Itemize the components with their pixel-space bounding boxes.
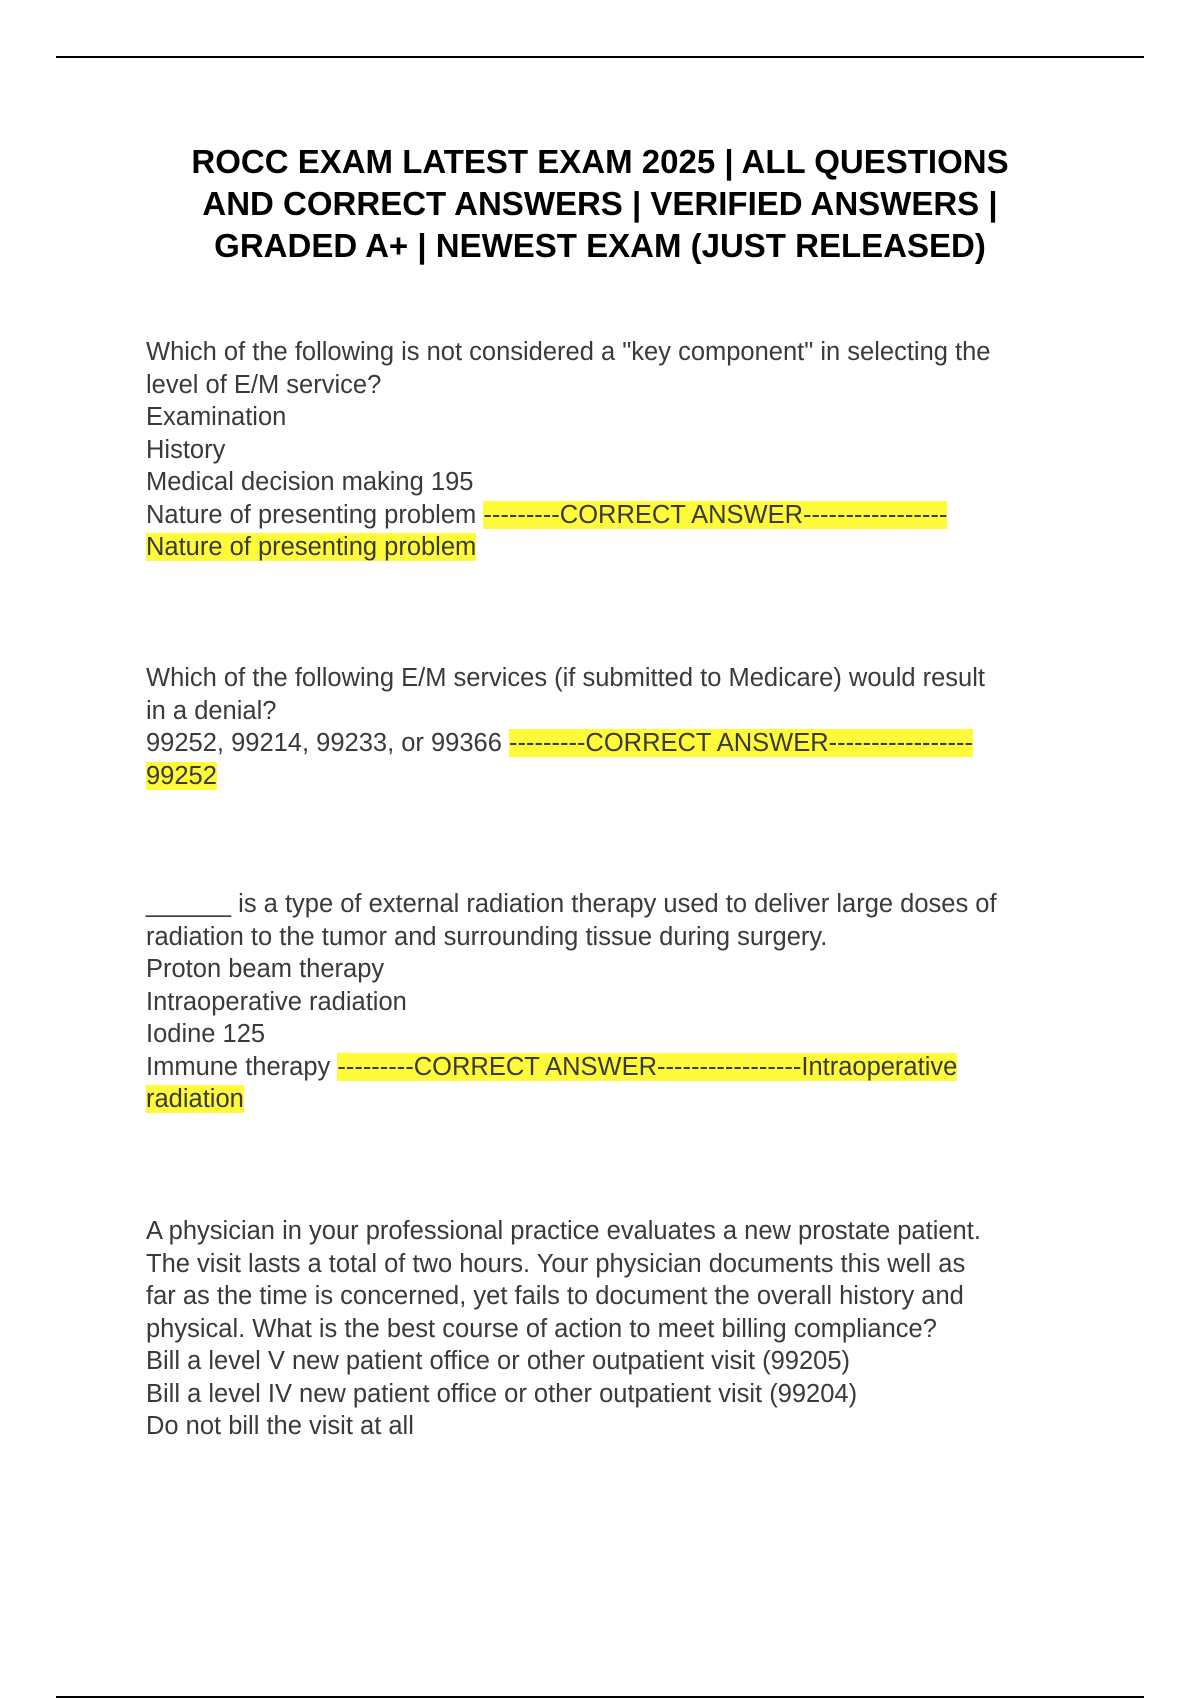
answer-option: Bill a level V new patient office or other outpatient visit (99205): [146, 1347, 851, 1375]
question-text: A physician in your professional practice evaluates a new prostate patient.: [146, 1217, 981, 1245]
correct-answer: Intraoperative: [801, 1052, 958, 1081]
answer-line: [146, 727, 1106, 760]
top-rule: [56, 56, 1144, 58]
correct-answer-marker: ---------CORRECT ANSWER-----------------: [337, 1052, 802, 1081]
title-line: GRADED A+ | NEWEST EXAM (JUST RELEASED): [214, 227, 986, 264]
correct-answer-marker: ---------CORRECT ANSWER-----------------: [483, 500, 948, 529]
question-text: in a denial?: [146, 696, 277, 725]
question-text: The visit lasts a total of two hours. Your physician documents this well as: [146, 1249, 966, 1278]
answer-option: Bill a level IV new patient office or other outpatient visit (99204): [146, 1379, 858, 1408]
question-text: Which of the following E/M services (if submitted to Medicare) would result: [146, 664, 985, 692]
answer-option: Examination: [146, 403, 287, 431]
question-text: Which of the following is not considered a "key component" in selecting the: [146, 338, 991, 366]
answer-option: Do not bill the visit at all: [146, 1412, 414, 1440]
answer-line: [146, 1051, 1106, 1084]
answer-line: [146, 760, 1106, 793]
answer-option: History: [146, 435, 226, 464]
bottom-rule: [56, 1696, 1144, 1698]
answer-line: [146, 1083, 1106, 1116]
answer-option: Immune therapy: [146, 1052, 338, 1081]
question-text: far as the time is concerned, yet fails to document the overall history and: [146, 1282, 964, 1310]
question-block-2: [146, 662, 1106, 792]
question-text: ______ is a type of external radiation therapy used to deliver large doses of: [146, 890, 997, 918]
question-text: level of E/M service?: [146, 370, 382, 399]
correct-answer-marker: ---------CORRECT ANSWER-----------------: [509, 729, 974, 757]
answer-line: [146, 531, 1106, 564]
answer-option: Nature of presenting problem: [146, 500, 484, 529]
correct-answer: 99252: [146, 761, 217, 790]
question-text: radiation to the tumor and surrounding tissue during surgery.: [146, 922, 828, 951]
question-block-1: [146, 336, 1106, 564]
answer-option: Proton beam therapy: [146, 955, 385, 983]
answer-options: 99252, 99214, 99233, or 99366: [146, 729, 509, 757]
correct-answer: radiation: [146, 1085, 244, 1113]
title-line: AND CORRECT ANSWERS | VERIFIED ANSWERS |: [202, 185, 998, 222]
question-block-3: [146, 888, 1106, 1116]
question-text: physical. What is the best course of action to meet billing compliance?: [146, 1314, 937, 1343]
question-block-4: [146, 1215, 1106, 1443]
correct-answer: Nature of presenting problem: [146, 533, 477, 561]
answer-line: [146, 499, 1106, 532]
document-title: [100, 141, 1100, 267]
title-line: ROCC EXAM LATEST EXAM 2025 | ALL QUESTIONS: [191, 143, 1009, 180]
answer-option: Intraoperative radiation: [146, 987, 407, 1016]
answer-option: Medical decision making 195: [146, 468, 474, 496]
answer-option: Iodine 125: [146, 1020, 266, 1048]
